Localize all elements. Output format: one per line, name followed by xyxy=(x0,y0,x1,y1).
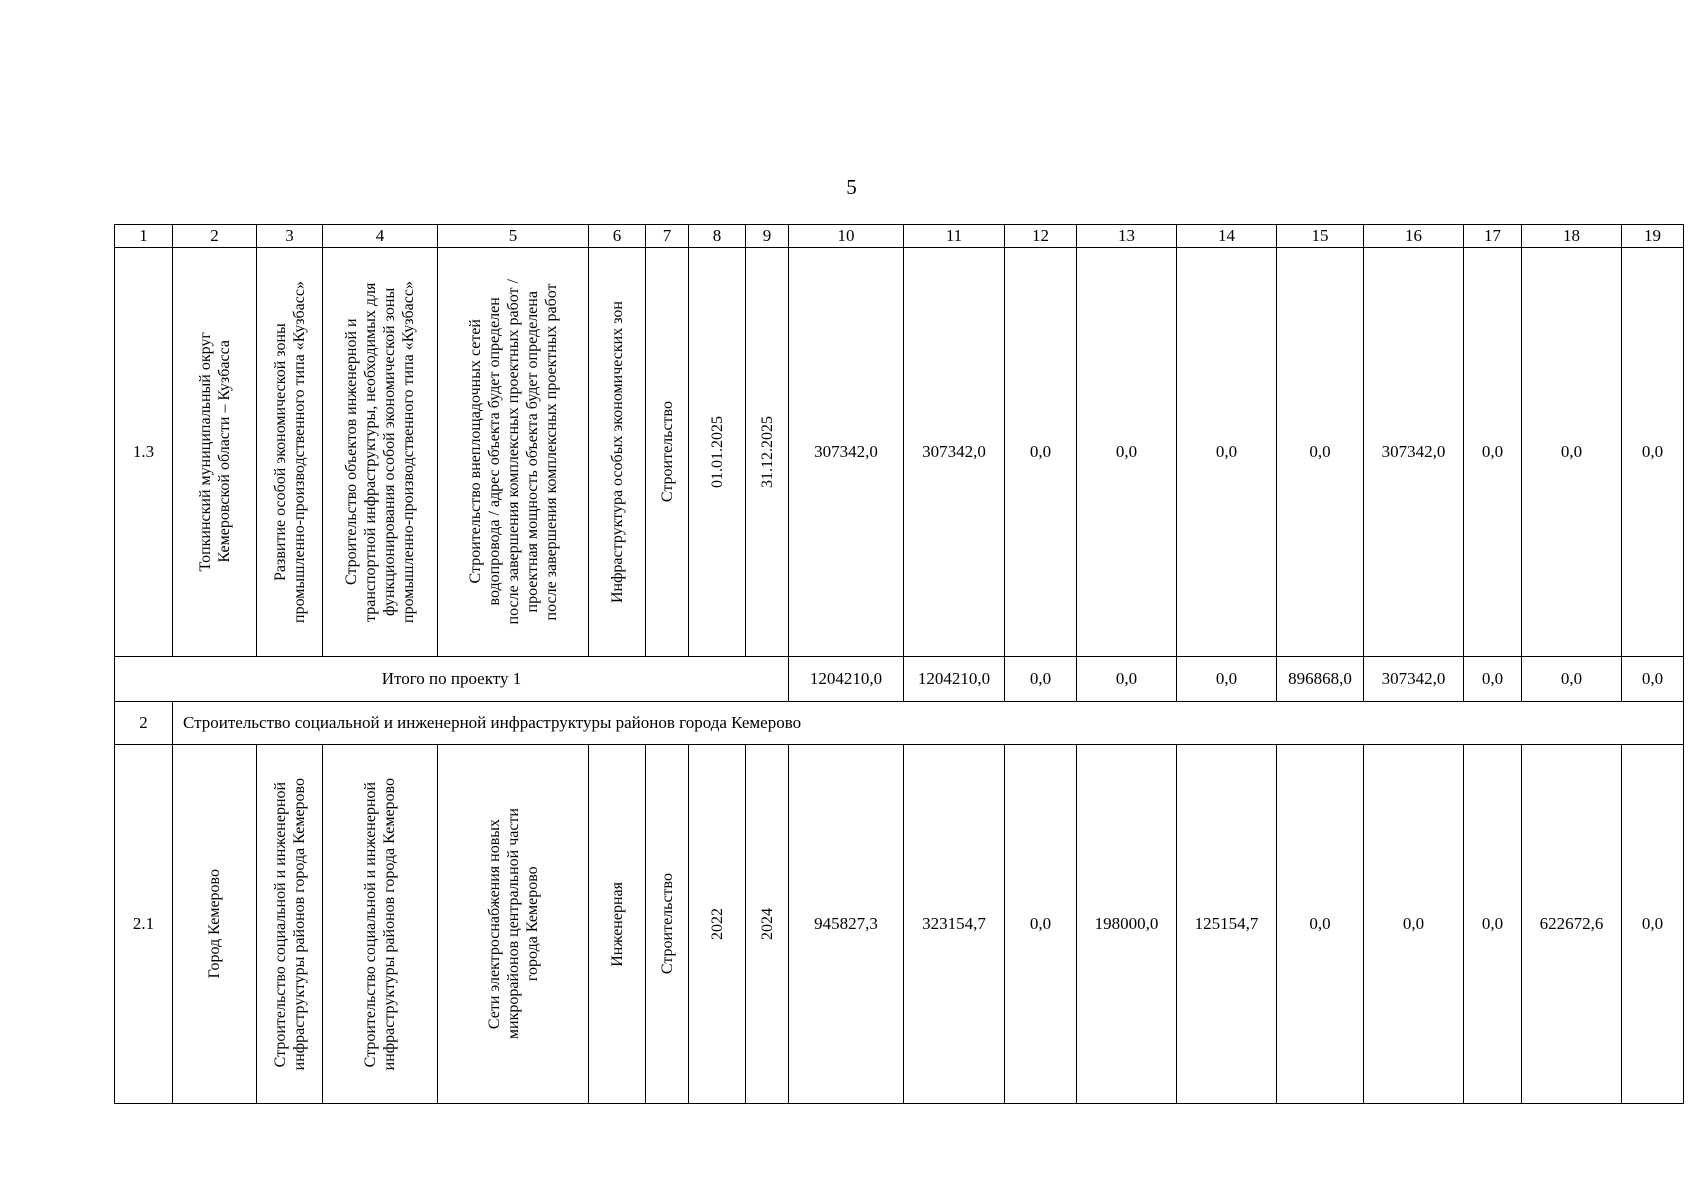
text-line: 31.12.2025 xyxy=(758,416,776,488)
end-date-cell xyxy=(746,745,789,1104)
text-line: 2022 xyxy=(708,908,726,940)
col-header: 14 xyxy=(1177,225,1277,248)
infra-type-cell xyxy=(589,248,646,657)
project-cell xyxy=(257,248,323,657)
col-header: 2 xyxy=(173,225,257,248)
value-cell: 0,0 xyxy=(1277,745,1364,1104)
value-cell: 0,0 xyxy=(1522,248,1622,657)
municipality-cell xyxy=(173,248,257,657)
col-header: 17 xyxy=(1464,225,1522,248)
text-line: 2024 xyxy=(758,908,776,940)
col-header: 12 xyxy=(1005,225,1077,248)
text-line: после завершения комплексных проектных работ / xyxy=(504,279,522,625)
value-cell: 125154,7 xyxy=(1177,745,1277,1104)
col-header: 3 xyxy=(257,225,323,248)
text-line: Кемеровской области – Кузбасса xyxy=(215,340,233,564)
section-number: 2 xyxy=(115,702,173,745)
end-date-cell xyxy=(746,248,789,657)
col-header: 5 xyxy=(438,225,589,248)
text-line: транспортной инфраструктуры, необходимых для xyxy=(362,282,379,622)
text-line: Строительство социальной и инженерной xyxy=(271,781,289,1067)
value-cell: 307342,0 xyxy=(1364,248,1464,657)
col-header: 7 xyxy=(646,225,689,248)
section-title: Строительство социальной и инженерной инфраструктуры районов города Кемерово xyxy=(173,702,1684,745)
text-line: Развитие особой экономической зоны xyxy=(271,323,289,581)
value-cell: 1204210,0 xyxy=(904,657,1005,702)
infra-type-cell xyxy=(589,745,646,1104)
value-cell: 0,0 xyxy=(1464,745,1522,1104)
value-cell: 1204210,0 xyxy=(789,657,904,702)
row-number: 2.1 xyxy=(115,745,173,1104)
text-line: города Кемерово xyxy=(523,866,541,982)
work-type-cell xyxy=(646,745,689,1104)
value-cell: 622672,6 xyxy=(1522,745,1622,1104)
text-line: 01.01.2025 xyxy=(708,416,726,488)
value-cell: 307342,0 xyxy=(789,248,904,657)
value-cell: 0,0 xyxy=(1522,657,1622,702)
work-type-cell xyxy=(646,248,689,657)
text-line: промышленно-производственного типа «Кузбасс» xyxy=(290,281,308,623)
table-row-1-3 xyxy=(115,248,1684,657)
section-row-2 xyxy=(115,702,1684,745)
value-cell: 323154,7 xyxy=(904,745,1005,1104)
value-cell: 0,0 xyxy=(1177,657,1277,702)
col-header: 11 xyxy=(904,225,1005,248)
row-number: 1.3 xyxy=(115,248,173,657)
start-date-cell xyxy=(689,745,746,1104)
text-line: Инфраструктура особых экономических зон xyxy=(608,300,626,604)
col-header: 10 xyxy=(789,225,904,248)
value-cell: 0,0 xyxy=(1622,657,1684,702)
text-line: Топкинский муниципальный округ xyxy=(196,332,214,572)
text-line: Строительство xyxy=(658,873,676,975)
table-row-2-1 xyxy=(115,745,1684,1104)
event-cell xyxy=(323,745,438,1104)
text-line: проектная мощность объекта будет определена xyxy=(523,291,541,613)
text-line: Строительство внеплощадочных сетей xyxy=(466,319,484,585)
value-cell: 0,0 xyxy=(1622,745,1684,1104)
col-header: 13 xyxy=(1077,225,1177,248)
text-line: Сети электроснабжения новых xyxy=(485,818,503,1030)
project-cell xyxy=(257,745,323,1104)
value-cell: 945827,3 xyxy=(789,745,904,1104)
text-line: Строительство xyxy=(658,401,676,503)
text-line: Инженерная xyxy=(608,881,626,967)
object-cell xyxy=(438,745,589,1104)
text-line: Строительство социальной и инженерной xyxy=(362,781,379,1067)
value-cell: 0,0 xyxy=(1005,657,1077,702)
value-cell: 0,0 xyxy=(1077,248,1177,657)
col-header: 6 xyxy=(589,225,646,248)
text-line: микрорайонов центральной части xyxy=(504,808,522,1040)
value-cell: 0,0 xyxy=(1464,248,1522,657)
col-header: 16 xyxy=(1364,225,1464,248)
value-cell: 0,0 xyxy=(1277,248,1364,657)
text-line: после завершения комплексных проектных работ xyxy=(542,283,560,621)
value-cell: 198000,0 xyxy=(1077,745,1177,1104)
col-header: 18 xyxy=(1522,225,1622,248)
text-line: промышленно-производственного типа «Кузбасс» xyxy=(400,281,417,623)
value-cell: 0,0 xyxy=(1077,657,1177,702)
object-cell xyxy=(438,248,589,657)
municipality-cell xyxy=(173,745,257,1104)
col-header: 8 xyxy=(689,225,746,248)
value-cell: 896868,0 xyxy=(1277,657,1364,702)
col-header: 19 xyxy=(1622,225,1684,248)
total-label: Итого по проекту 1 xyxy=(115,657,789,702)
value-cell: 0,0 xyxy=(1005,745,1077,1104)
text-line: инфраструктуры районов города Кемерово xyxy=(290,777,308,1071)
event-cell xyxy=(323,248,438,657)
col-header: 1 xyxy=(115,225,173,248)
total-row-project-1 xyxy=(115,657,1684,702)
value-cell: 0,0 xyxy=(1464,657,1522,702)
value-cell: 307342,0 xyxy=(904,248,1005,657)
text-line: Город Кемерово xyxy=(206,869,223,979)
col-header: 4 xyxy=(323,225,438,248)
text-line: инфраструктуры районов города Кемерово xyxy=(381,777,398,1071)
col-header: 15 xyxy=(1277,225,1364,248)
value-cell: 0,0 xyxy=(1177,248,1277,657)
investment-table xyxy=(114,224,1684,1104)
page-number: 5 xyxy=(846,175,857,199)
col-header: 9 xyxy=(746,225,789,248)
start-date-cell xyxy=(689,248,746,657)
text-line: функционирования особой экономической зоны xyxy=(381,287,398,617)
value-cell: 0,0 xyxy=(1622,248,1684,657)
text-line: водопровода / адрес объекта будет определен xyxy=(485,297,503,607)
value-cell: 307342,0 xyxy=(1364,657,1464,702)
text-line: Строительство объектов инженерной и xyxy=(343,318,360,586)
value-cell: 0,0 xyxy=(1364,745,1464,1104)
value-cell: 0,0 xyxy=(1005,248,1077,657)
column-number-row xyxy=(115,225,1684,248)
